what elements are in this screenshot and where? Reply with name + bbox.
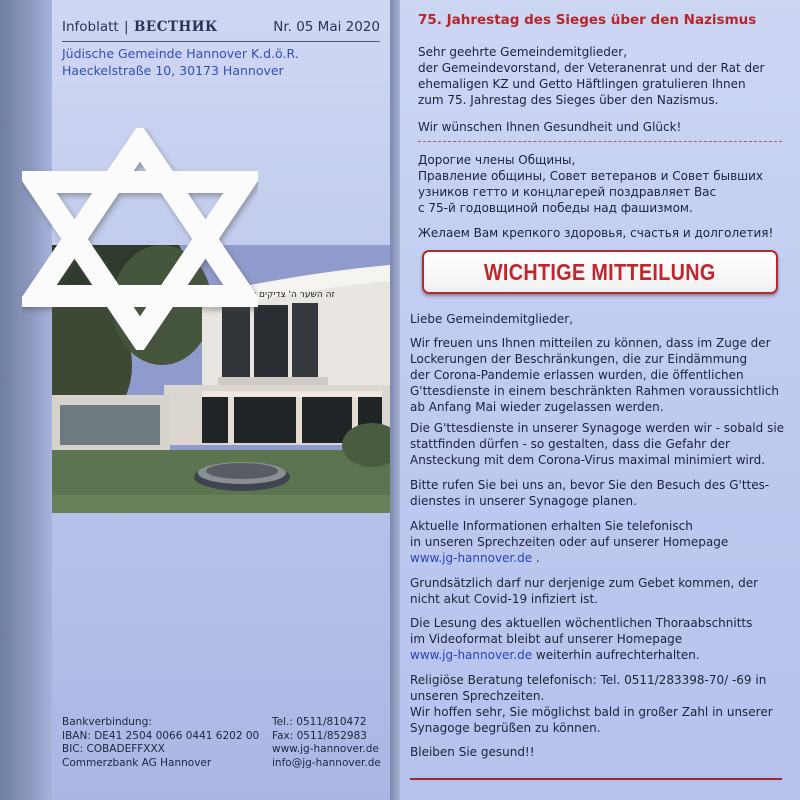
- notice-paragraph-1: [410, 335, 790, 415]
- bank-line: BIC: COBADEFFXXX: [62, 743, 165, 755]
- text-line: dienstes in unserer Synagoge planen.: [410, 494, 637, 508]
- contact-website-link[interactable]: www.jg-hannover.de: [272, 743, 379, 755]
- homepage-link[interactable]: www.jg-hannover.de: [410, 648, 533, 662]
- text-line: in unseren Sprechzeiten oder auf unserer Homepage: [410, 535, 729, 549]
- bank-line: Commerzbank AG Hannover: [62, 756, 212, 769]
- notice-paragraph-3: [410, 477, 790, 509]
- notice-paragraph-4: [410, 518, 790, 566]
- text-line: с 75-й годовщиной победы над фашизмом.: [418, 201, 693, 215]
- page-edge-shadow: [0, 0, 52, 800]
- russian-wish: Желаем Вам крепкого здоровья, счастья и долголетия!: [418, 226, 774, 240]
- bank-details: [62, 716, 259, 770]
- text-line: ehemaligen KZ und Getto Häftlingen gratulieren Ihnen: [418, 77, 746, 91]
- text-line: Wir hoffen sehr, Sie möglichst bald in großer Zahl in unserer: [410, 705, 773, 719]
- text-line: Die G'ttesdienste in unserer Synagoge werden wir - sobald sie: [410, 421, 785, 435]
- text-line: zum 75. Jahrestag des Sieges über den Nazismus.: [418, 93, 719, 107]
- masthead: [62, 19, 380, 39]
- notice-closing: Bleiben Sie gesund!!: [410, 745, 535, 759]
- contact-details: [272, 716, 381, 770]
- text-line: der Gemeindevorstand, der Veteranenrat und der Rat der: [418, 61, 765, 75]
- notice-paragraph-7: [410, 672, 790, 736]
- content-panel: [400, 0, 800, 800]
- bank-line: IBAN: DE41 2504 0066 0441 6202 00: [62, 729, 260, 742]
- text-line: ab Anfang Mai wieder zugelassen werden.: [410, 400, 664, 414]
- contact-phone: Tel.: 0511/810472: [272, 716, 367, 728]
- masthead-vestnik: ВЕСТНИК: [134, 19, 218, 35]
- star-of-david-icon: [22, 128, 258, 350]
- text-line: Bitte rufen Sie bei uns an, bevor Sie den Besuch des G'ttes-: [410, 478, 770, 492]
- link-suffix: .: [532, 551, 540, 565]
- text-line: узников гетто и концлагерей поздравляет Вас: [418, 185, 717, 199]
- text-line: Правление общины, Совет ветеранов и Совет бывших: [418, 169, 764, 183]
- text-line: nicht akut Covid-19 infiziert ist.: [410, 592, 598, 606]
- text-line: Aktuelle Informationen erhalten Sie telefonisch: [410, 519, 693, 533]
- text-line: der Corona-Pandemie erlassen wurden, die öffentlichen: [410, 368, 744, 382]
- column-divider: [390, 0, 400, 800]
- homepage-link[interactable]: www.jg-hannover.de: [410, 551, 533, 565]
- text-line: unseren Sprechzeiten.: [410, 689, 545, 703]
- text-line: [410, 647, 790, 663]
- german-greeting: [418, 44, 790, 108]
- article-title: 75. Jahrestag des Sieges über den Nazismus: [418, 12, 757, 28]
- text-line: Die Lesung des aktuellen wöchentlichen Thoraabschnitts: [410, 616, 753, 630]
- contact-email-link[interactable]: info@jg-hannover.de: [272, 756, 381, 769]
- text-line: G'ttesdienste in einem beschränkten Rahmen voraussichtlich: [410, 384, 779, 398]
- banner-label: WICHTIGE MITTEILUNG: [484, 259, 716, 285]
- german-wish: Wir wünschen Ihnen Gesundheit und Glück!: [418, 120, 682, 134]
- text-line: stattfinden dürfen - so gestalten, dass die Gefahr der: [410, 437, 730, 451]
- text-line: [410, 550, 790, 566]
- organization-address: Haeckelstraße 10, 30173 Hannover: [62, 63, 284, 78]
- russian-greeting: [418, 152, 790, 216]
- text-line: Grundsätzlich darf nur derjenige zum Gebet kommen, der: [410, 576, 759, 590]
- notice-paragraph-5: [410, 575, 790, 607]
- text-line: Дорогие члены Общины,: [418, 153, 576, 167]
- important-notice-banner: [422, 250, 778, 294]
- notice-paragraph-6: [410, 615, 790, 663]
- notice-paragraph-2: [410, 420, 790, 468]
- masthead-rule: [62, 41, 380, 42]
- text-line: Synagoge begrüßen zu können.: [410, 721, 601, 735]
- section-divider: [418, 141, 782, 142]
- cover-panel: [0, 0, 390, 800]
- bottom-rule: [410, 778, 782, 780]
- text-line: im Videoformat bleibt auf unserer Homepage: [410, 632, 683, 646]
- masthead-separator: |: [124, 19, 129, 35]
- masthead-infoblatt: Infoblatt: [62, 19, 119, 35]
- link-suffix: weiterhin aufrechterhalten.: [532, 648, 700, 662]
- text-line: Wir freuen uns Ihnen mitteilen zu können, dass im Zuge der: [410, 336, 771, 350]
- text-line: Sehr geehrte Gemeindemitglieder,: [418, 45, 628, 59]
- text-line: Lockerungen der Beschränkungen, die zur Eindämmung: [410, 352, 748, 366]
- organization-name: Jüdische Gemeinde Hannover K.d.ö.R.: [62, 46, 299, 61]
- issue-number: Nr. 05 Mai 2020: [273, 19, 380, 35]
- bank-line: Bankverbindung:: [62, 716, 152, 728]
- text-line: Religiöse Beratung telefonisch: Tel. 0511/283398-70/ -69 in: [410, 673, 767, 687]
- text-line: Ansteckung mit dem Corona-Virus maximal minimiert wird.: [410, 453, 766, 467]
- notice-salutation: Liebe Gemeindemitglieder,: [410, 312, 574, 326]
- inscription-text: זה השער ה' צדיקים יבאו בו: [230, 290, 335, 300]
- contact-fax: Fax: 0511/852983: [272, 729, 367, 742]
